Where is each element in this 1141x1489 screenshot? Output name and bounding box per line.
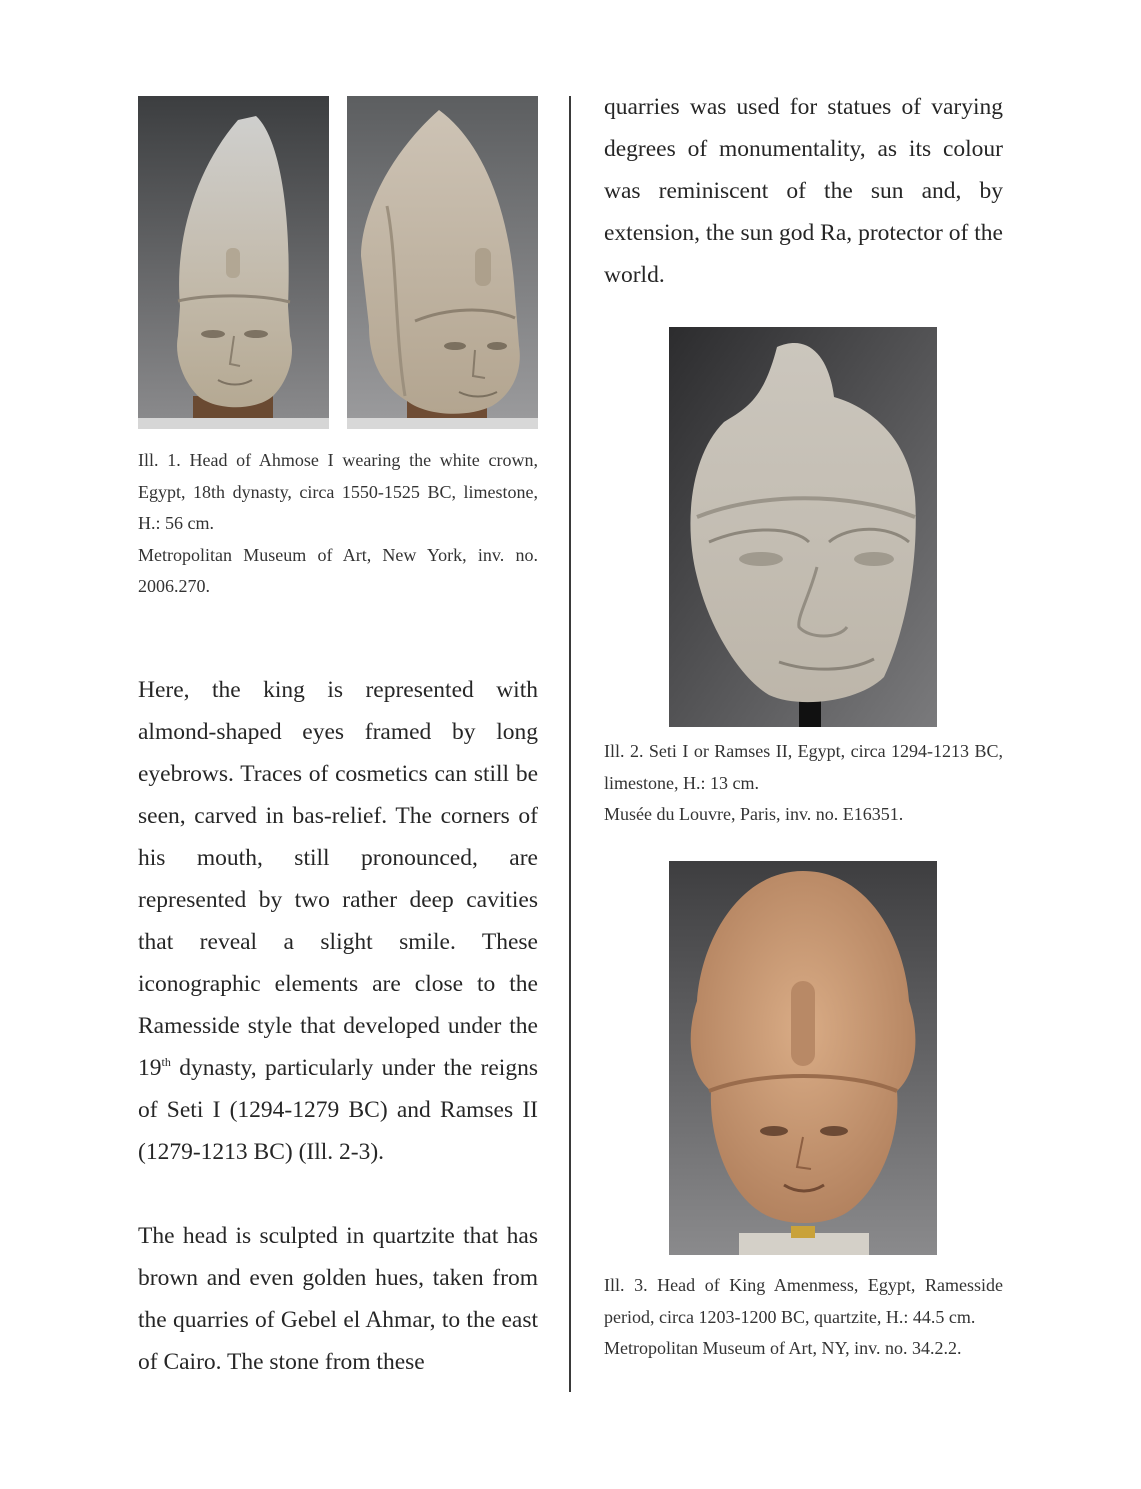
figure3-caption-collection: Metropolitan Museum of Art, NY, inv. no. 34.2.2. xyxy=(604,1338,962,1358)
figure1-caption xyxy=(138,445,538,603)
paragraph1-superscript: th xyxy=(161,1055,171,1070)
column-divider xyxy=(569,96,571,1392)
figure3-image xyxy=(669,861,937,1255)
paragraph1-text-a: Here, the king is represented with almond-shaped eyes framed by long eyebrows. Traces of cosmetics can still be seen, carved in bas-relief. The corners of his mouth, still pronounced, are represented by two rather deep cavities that reveal a slight smile. These iconographic elements are close to the Ramesside style that developed under the 19 xyxy=(138,677,538,1081)
figure2-caption xyxy=(604,736,1003,831)
figure2-caption-collection: Musée du Louvre, Paris, inv. no. E16351. xyxy=(604,804,904,824)
body-paragraph-1 xyxy=(138,669,538,1173)
figure2-image xyxy=(669,327,937,727)
body-paragraph-2 xyxy=(138,1215,538,1383)
figure3-caption xyxy=(604,1270,1003,1365)
continuation-text: quarries was used for statues of varying degrees of monumentality, as its colour was reminiscent of the sun and, by extension, the sun god Ra, protector of the world. xyxy=(604,94,1003,288)
figure1-caption-collection: Metropolitan Museum of Art, New York, inv. no. 2006.270. xyxy=(138,544,538,596)
figure3-caption-title: Ill. 3. Head of King Amenmess, Egypt, Ramesside period, circa 1203-1200 BC, quartzite, H.: 44.5 cm. xyxy=(604,1275,1003,1327)
paragraph1-text-b: dynasty, particularly under the reigns of Seti I (1294-1279 BC) and Ramses II (1279-1213 BC) (Ill. 2-3). xyxy=(138,1055,538,1165)
figure2-caption-title: Ill. 2. Seti I or Ramses II, Egypt, circa 1294-1213 BC, limestone, H.: 13 cm. xyxy=(604,741,1003,793)
paragraph2-text: The head is sculpted in quartzite that has brown and even golden hues, taken from the quarries of Gebel el Ahmar, to the east of Cairo. The stone from these xyxy=(138,1223,538,1375)
figure1-caption-title: Ill. 1. Head of Ahmose I wearing the white crown, Egypt, 18th dynasty, circa 1550-1525 BC, limestone, H.: 56 cm. xyxy=(138,450,538,533)
figure1-image-front xyxy=(138,96,329,429)
figure1-image-side xyxy=(347,96,538,429)
body-paragraph-continuation xyxy=(604,86,1003,296)
